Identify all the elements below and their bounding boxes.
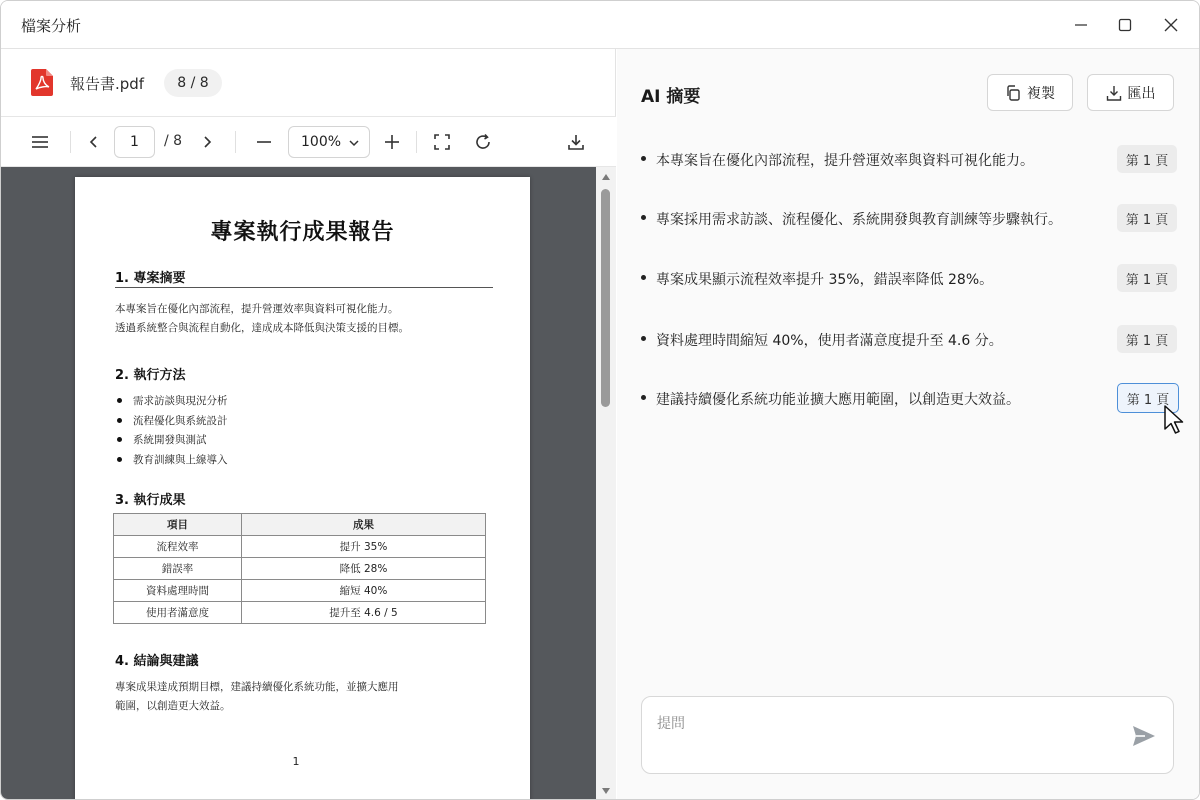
fit-page-button[interactable]	[429, 129, 455, 155]
page-total-label: / 8	[164, 133, 183, 149]
copy-icon	[1005, 85, 1021, 101]
summary-item	[641, 384, 1177, 412]
scroll-down-arrow-icon[interactable]	[601, 787, 611, 795]
rotate-button[interactable]	[470, 129, 496, 155]
chevron-left-icon	[85, 133, 103, 151]
bullet-dot	[641, 275, 646, 280]
bullet-dot	[641, 336, 646, 341]
page-reference-button[interactable]: 第 1 頁	[1117, 325, 1177, 353]
page-reference-button[interactable]: 第 1 頁	[1117, 145, 1177, 173]
page-reference-button[interactable]: 第 1 頁	[1117, 383, 1179, 413]
pdf-viewer[interactable]	[1, 167, 616, 800]
table-header: 成果	[242, 514, 486, 536]
file-bar	[1, 49, 616, 117]
summary-item	[641, 145, 1177, 173]
table-row	[114, 602, 486, 624]
page-number: 1	[292, 755, 300, 768]
page-count-badge: 8 / 8	[164, 69, 222, 97]
minus-icon	[255, 133, 273, 151]
question-placeholder: 提問	[657, 716, 685, 732]
ai-summary-pane	[617, 49, 1200, 800]
section-heading: 1. 專案摘要	[115, 271, 186, 286]
export-button[interactable]	[1087, 74, 1174, 111]
summary-text: 專案採用需求訪談、流程優化、系統開發與教育訓練等步驟執行。	[656, 212, 1062, 228]
table-header: 項目	[114, 514, 242, 536]
zoom-out-button[interactable]	[251, 129, 277, 155]
close-icon	[1164, 18, 1178, 32]
pdf-toolbar	[1, 117, 616, 167]
table-cell: 縮短 40%	[242, 580, 486, 602]
menu-button[interactable]	[27, 129, 53, 155]
scroll-thumb[interactable]	[601, 189, 610, 407]
page-reference-button[interactable]: 第 1 頁	[1117, 264, 1177, 292]
question-input[interactable]	[641, 696, 1174, 774]
pdf-file-icon	[31, 69, 53, 96]
fullscreen-icon	[433, 133, 451, 151]
section-heading: 2. 執行方法	[115, 368, 186, 383]
table-cell: 資料處理時間	[114, 580, 242, 602]
hamburger-menu-icon	[31, 133, 49, 151]
table-cell: 降低 28%	[242, 558, 486, 580]
toolbar-divider	[70, 131, 71, 153]
table-cell: 錯誤率	[114, 558, 242, 580]
download-button[interactable]	[563, 129, 589, 155]
heading-rule	[115, 287, 493, 288]
pdf-pane	[1, 49, 616, 800]
paragraph-line: 專案成果達成預期目標，建議持續優化系統功能，並擴大應用	[115, 681, 399, 693]
export-button-label: 匯出	[1127, 85, 1156, 102]
zoom-level-value: 100%	[301, 134, 342, 150]
zoom-in-button[interactable]	[379, 129, 405, 155]
table-cell: 使用者滿意度	[114, 602, 242, 624]
next-page-button[interactable]	[194, 129, 220, 155]
chevron-right-icon	[198, 133, 216, 151]
maximize-button[interactable]	[1109, 9, 1141, 41]
zoom-level-select[interactable]	[288, 126, 370, 158]
copy-button-label: 複製	[1027, 85, 1055, 102]
table-row	[114, 558, 486, 580]
paragraph-line: 範圍，以創造更大效益。	[115, 700, 231, 712]
plus-icon	[383, 133, 401, 151]
paragraph-line: 透過系統整合與流程自動化，達成成本降低與決策支援的目標。	[115, 322, 409, 334]
summary-title: AI 摘要	[641, 87, 701, 107]
scroll-up-arrow-icon[interactable]	[601, 173, 611, 181]
mouse-pointer-icon	[1163, 404, 1185, 436]
download-icon	[1106, 85, 1122, 101]
minimize-button[interactable]	[1065, 9, 1097, 41]
document-title: 專案執行成果報告	[210, 220, 395, 245]
section-heading: 3. 執行成果	[115, 493, 186, 508]
summary-item	[641, 204, 1177, 232]
summary-text: 專案成果顯示流程效率提升 35%，錯誤率降低 28%。	[656, 272, 994, 288]
bullet-dot	[641, 215, 646, 220]
table-cell: 提升至 4.6 / 5	[242, 602, 486, 624]
table-cell: 流程效率	[114, 536, 242, 558]
summary-text: 建議持續優化系統功能並擴大應用範圍，以創造更大效益。	[656, 392, 1020, 408]
title-bar	[1, 1, 1200, 49]
copy-button[interactable]	[987, 74, 1073, 111]
paragraph-line: 本專案旨在優化內部流程，提升營運效率與資料可視化能力。	[115, 303, 399, 315]
send-icon[interactable]	[1131, 723, 1157, 749]
summary-text: 資料處理時間縮短 40%，使用者滿意度提升至 4.6 分。	[656, 333, 1003, 349]
page-number-input[interactable]: 1	[114, 126, 155, 158]
file-name: 報告書.pdf	[70, 75, 145, 93]
section-heading: 4. 結論與建議	[115, 654, 199, 669]
toolbar-divider	[416, 131, 417, 153]
previous-page-button[interactable]	[81, 129, 107, 155]
table-row	[114, 536, 486, 558]
download-icon	[567, 133, 585, 151]
window-title: 檔案分析	[21, 17, 82, 35]
vertical-scrollbar[interactable]	[596, 167, 616, 800]
table-row	[114, 580, 486, 602]
bullet-dot	[641, 156, 646, 161]
rotate-icon	[474, 133, 492, 151]
summary-text: 本專案旨在優化內部流程，提升營運效率與資料可視化能力。	[656, 153, 1034, 169]
pdf-page: 專案執行成果報告 1. 專案摘要 本專案旨在優化內部流程，提升營運效率與資料可視化能力。 透過系統整合與流程自動化，達成成本降低與決策支援的目標。 2. 執行方法 需求訪談與現況分析 流程優化與系統設計 系統開發與測試 教育訓練與上線導入 3. 執行成果 項目 成果 流程效率 提升 35% 錯誤率 降低 28% 資料處理時間 縮短 40% 使用者滿意度 提升至 4.6 / 5 4. 結論與建議 專案成果達成預期目標，建議持續優化系統功能，並擴大應用 範圍，以創造更大效益。 1	[75, 177, 530, 800]
page-reference-button[interactable]: 第 1 頁	[1117, 204, 1177, 232]
summary-item	[641, 325, 1177, 353]
minimize-icon	[1074, 18, 1088, 32]
summary-item	[641, 264, 1177, 292]
table-cell: 提升 35%	[242, 536, 486, 558]
maximize-icon	[1118, 18, 1132, 32]
toolbar-divider	[235, 131, 236, 153]
results-table	[113, 513, 486, 624]
close-button[interactable]	[1155, 9, 1187, 41]
chevron-down-icon	[348, 137, 360, 149]
bullet-dot	[641, 395, 646, 400]
